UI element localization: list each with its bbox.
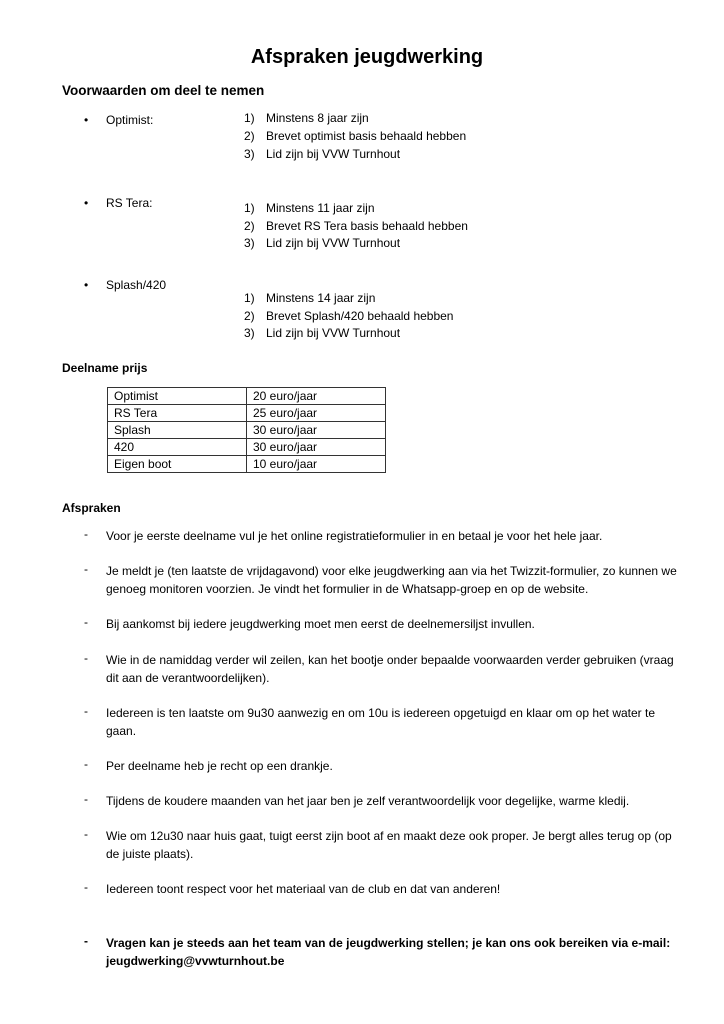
- requirement-item: Lid zijn bij VVW Turnhout: [266, 236, 401, 250]
- requirement-item: Minstens 14 jaar zijn: [266, 291, 376, 305]
- req-number: 2): [244, 219, 255, 233]
- dash-icon: -: [84, 757, 88, 771]
- boat-name-optimist: Optimist:: [106, 113, 154, 127]
- req-number: 3): [244, 147, 255, 161]
- agreement-item: Tijdens de koudere maanden van het jaar ben je zelf verantwoordelijk voor degelijke, warme kledij.: [106, 794, 630, 808]
- dash-icon: -: [84, 651, 88, 665]
- boat-cell: 420: [108, 439, 247, 456]
- table-row: [108, 422, 386, 439]
- dash-icon: -: [84, 792, 88, 806]
- agreement-item: Bij aankomst bij iedere jeugdwerking moet men eerst de deelnemersiljst invullen.: [106, 617, 535, 631]
- agreement-item: Voor je eerste deelname vul je het online registratieformulier in en betaal je voor het hele jaar.: [106, 529, 603, 543]
- requirement-item: Minstens 8 jaar zijn: [266, 111, 369, 125]
- req-number: 1): [244, 291, 255, 305]
- agreement-item: Wie in de namiddag verder wil zeilen, kan het bootje onder bepaalde voorwaarden verder gebruiken (vraag dit aan de verantwoordelijken).: [106, 653, 674, 685]
- bullet-icon: •: [84, 113, 89, 127]
- req-number: 3): [244, 326, 255, 340]
- page-title: Afspraken jeugdwerking: [250, 46, 484, 68]
- bullet-icon: •: [84, 278, 89, 292]
- requirement-item: Lid zijn bij VVW Turnhout: [266, 326, 401, 340]
- price-cell: 25 euro/jaar: [247, 405, 386, 422]
- dash-icon: -: [84, 615, 88, 629]
- dash-icon: -: [84, 880, 88, 894]
- boat-cell: RS Tera: [108, 405, 247, 422]
- agreements-heading: Afspraken: [62, 501, 121, 515]
- conditions-heading: Voorwaarden om deel te nemen: [62, 83, 265, 98]
- agreement-item: Wie om 12u30 naar huis gaat, tuigt eerst zijn boot af en maakt deze ook proper. Je bergt alles terug op (op de juiste plaats).: [106, 829, 672, 861]
- requirement-item: Minstens 11 jaar zijn: [266, 201, 375, 215]
- requirement-item: Brevet RS Tera basis behaald hebben: [266, 219, 468, 233]
- agreement-item: Iedereen is ten laatste om 9u30 aanwezig en om 10u is iedereen opgetuigd en klaar om op het water te gaan.: [106, 706, 656, 738]
- boat-name-splash-420: Splash/420: [106, 278, 167, 292]
- price-cell: 30 euro/jaar: [247, 439, 386, 456]
- req-number: 2): [244, 309, 255, 323]
- req-number: 1): [244, 111, 255, 125]
- agreement-item: Iedereen toont respect voor het materiaal van de club en dat van anderen!: [106, 882, 501, 896]
- contact-note: Vragen kan je steeds aan het team van de jeugdwerking stellen; je kan ons ook bereiken via e-mail: jeugdwerking@vvwturnhout.be: [106, 936, 671, 968]
- dash-icon: -: [84, 527, 88, 541]
- price-cell: 20 euro/jaar: [247, 388, 386, 405]
- table-row: [108, 439, 386, 456]
- agreement-item: Per deelname heb je recht op een drankje.: [106, 759, 333, 773]
- price-table: [107, 387, 386, 473]
- table-row: [108, 456, 386, 473]
- boat-cell: Optimist: [108, 388, 247, 405]
- dash-icon: -: [84, 827, 88, 841]
- table-row: [108, 405, 386, 422]
- agreement-item: Je meldt je (ten laatste de vrijdagavond) voor elke jeugdwerking aan via het Twizzit-formulier, zo kunnen we genoeg monitoren voorzien. Je vindt het formulier in de Whatsapp-groep en op de website.: [106, 564, 677, 596]
- requirement-item: Brevet Splash/420 behaald hebben: [266, 309, 454, 323]
- boat-cell: Eigen boot: [108, 456, 247, 473]
- dash-icon: -: [84, 562, 88, 576]
- price-cell: 30 euro/jaar: [247, 422, 386, 439]
- price-cell: 10 euro/jaar: [247, 456, 386, 473]
- req-number: 3): [244, 236, 255, 250]
- bullet-icon: •: [84, 196, 89, 210]
- dash-icon: -: [84, 704, 88, 718]
- boat-cell: Splash: [108, 422, 247, 439]
- requirement-item: Brevet optimist basis behaald hebben: [266, 129, 467, 143]
- requirement-item: Lid zijn bij VVW Turnhout: [266, 147, 401, 161]
- req-number: 2): [244, 129, 255, 143]
- req-number: 1): [244, 201, 255, 215]
- boat-name-rs-tera: RS Tera:: [106, 196, 153, 210]
- table-row: [108, 388, 386, 405]
- prices-heading: Deelname prijs: [62, 361, 148, 375]
- dash-icon: -: [84, 934, 88, 948]
